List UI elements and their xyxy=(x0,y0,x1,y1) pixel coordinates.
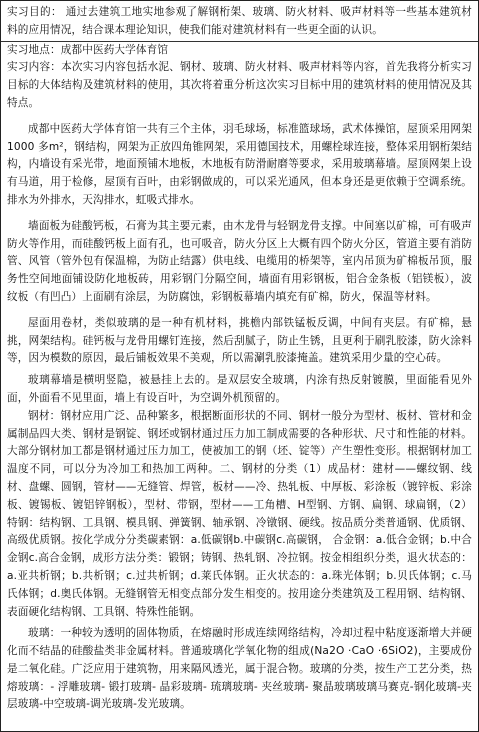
spacer xyxy=(7,113,472,121)
paragraph-gym: 成都中医药大学体育馆一共有三个主体，羽毛球场，标准篮球场，武术体操馆，屋顶采用网架 1000 多m²，钢结构，网架为正放四角锥网架，采用德国技术，用螺栓球连接，整体采用钢桁架结构，内墙设有采光带，地面预铺木地板，木地板有防滑耐磨等要求，采用玻璃幕墙。屋顶网架上设有马道，用于检修，屋顶有百叶，由彩钢做成的，可以采光通风，但本身还是更依赖于空调系统。排水为外排水，天沟排水，虹吸式排水。 xyxy=(7,122,472,206)
paragraph-steel: 钢材：钢材应用广泛、品种繁多，根据断面形状的不同、钢材一般分为型材、板材、管材和金属制品四大类、钢材是钢锭、钢坯或钢材通过压力加工制成需要的各种形状、尺寸和性能的材料。大部分钢材加工都是钢材通过压力加工，使被加工的钢（坯、锭等）产生塑性变形。根据钢材加工温度不同，可以分为冷加工和热加工两种。二、钢材的分类（1）成品材：建材——螺纹钢、线材、盘螺、圆钢，管材——无缝管、焊管，板材——冷、热轧板、中厚板、彩涂板（镀锌板、彩涂板、镀锡板、镀铝锌钢板），型材、带钢，型材——工角槽、H型钢、方钢、扁钢、球扁钢，（2）特钢：结构钢、工具钢、模具钢、弹簧钢、轴承钢、冷镦钢、硬线。按品质分类普通钢、优质钢、高级优质钢。按化学成分分类碳素钢：a.低碳钢b.中碳钢c.高碳钢， 合金钢：a.低合金钢；b.中合金钢c.高合金钢，成形方法分类：锻钢；铸钢、热轧钢、冷拉钢。按金相组织分类，退火状态的：a.亚共析钢；b.共析钢；c.过共析钢；d.莱氏体钢。正火状态的：a.珠光体钢；b.贝氏体钢；c.马氏体钢；d.奥氏体钢。无缝钢管无相变点部分发生相变的。按用途分类建筑及工程用钢、结构钢、表面硬化结构钢、工具钢、特殊性能钢。 xyxy=(7,409,472,618)
paragraph-glass-curtain-wall: 玻璃幕墙是横明竖隐，被悬挂上去的。是双层安全玻璃，内涂有热反射镀膜，里面能看见外面，外面看不见里面，墙上有设百叶，为空调外机预留的。 xyxy=(7,374,472,404)
location-text: 实习地点：成都中医药大学体育馆 xyxy=(7,43,169,56)
paragraph-roof: 屋面用卷材，类似玻璃的是一种有机材料，挑檐内部铁锰板反调，中间有夹层。有矿棉，悬挑，网架结构。硅钙板与龙骨用螺钉连接，然后刮腻子，防止生锈，且更利于刷乳胶漆，防火涂料等，因为模数的原因，最后铺板效果不美观，所以需涮乳胶漆掩盖。建筑采用少量的空心砖。 xyxy=(7,316,472,365)
section-content xyxy=(7,42,472,715)
spacer xyxy=(7,307,472,315)
paragraph-glass: 玻璃：一种较为透明的固体物质，在熔融时形成连续网络结构，冷却过程中粘度逐渐增大并硬化而不结晶的硅酸盐类非金属材料。普通玻璃化学氧化物的组成(Na2O ·CaO ·6SiO2)，主要成份是二氧化硅。广泛应用于建筑物，用来隔风透光，属于混合物。玻璃的分类，按生产工艺分类，热熔玻璃：- 浮雕玻璃- 锻打玻璃- 晶彩玻璃- 琉璃玻璃- 夹丝玻璃- 聚晶玻璃玻璃马赛克-钢化玻璃-夹层玻璃-中空玻璃-调光玻璃-发光玻璃。 xyxy=(7,627,472,711)
content-title: 实习内容： xyxy=(7,61,62,74)
paragraph-wall-panel: 墙面板为硅酸钙板，石膏为其主要元素，由木龙骨与轻钢龙骨支撑。中间塞以矿棉，可有吸声防火等作用，而硅酸钙板上面有孔，也可吸音，防火分区上大概有四个防火分区，管道主要有消防管、风管（管外包有保温棉，为防止结露）供电线、电缆用的桥架等，室内吊顶为矿棉板吊顶，服务性空间地面铺设防化地板砖，用彩钢门分隔空间，墙面有用彩钢板，铝合金条板（铝镁板），波纹板（有凹凸）上面刷有涂层，为防腐蚀，彩钢板幕墙内填充有矿棉，防火，保温等材料。 xyxy=(7,219,472,303)
content-intro-text: 本次实习内容包括水泥、钢材、玻璃、防火材料、吸声材料等内容，首先我将分析实习目标的大体结构及建筑材料的使用，其次将着重分析这次实习目标中用的建筑材料的使用情况及其特点。 xyxy=(7,61,472,109)
purpose-text: 实习目的： 通过去建筑工地实地参观了解钢桁架、玻璃、防火材料、吸声材料等一些基本建筑材料的应用情况，结合课本理论知识，使我们能对建筑材料有一些更全面的认识。 xyxy=(7,6,472,36)
section-purpose xyxy=(7,4,472,40)
content-intro xyxy=(7,59,472,112)
spacer xyxy=(7,210,472,218)
